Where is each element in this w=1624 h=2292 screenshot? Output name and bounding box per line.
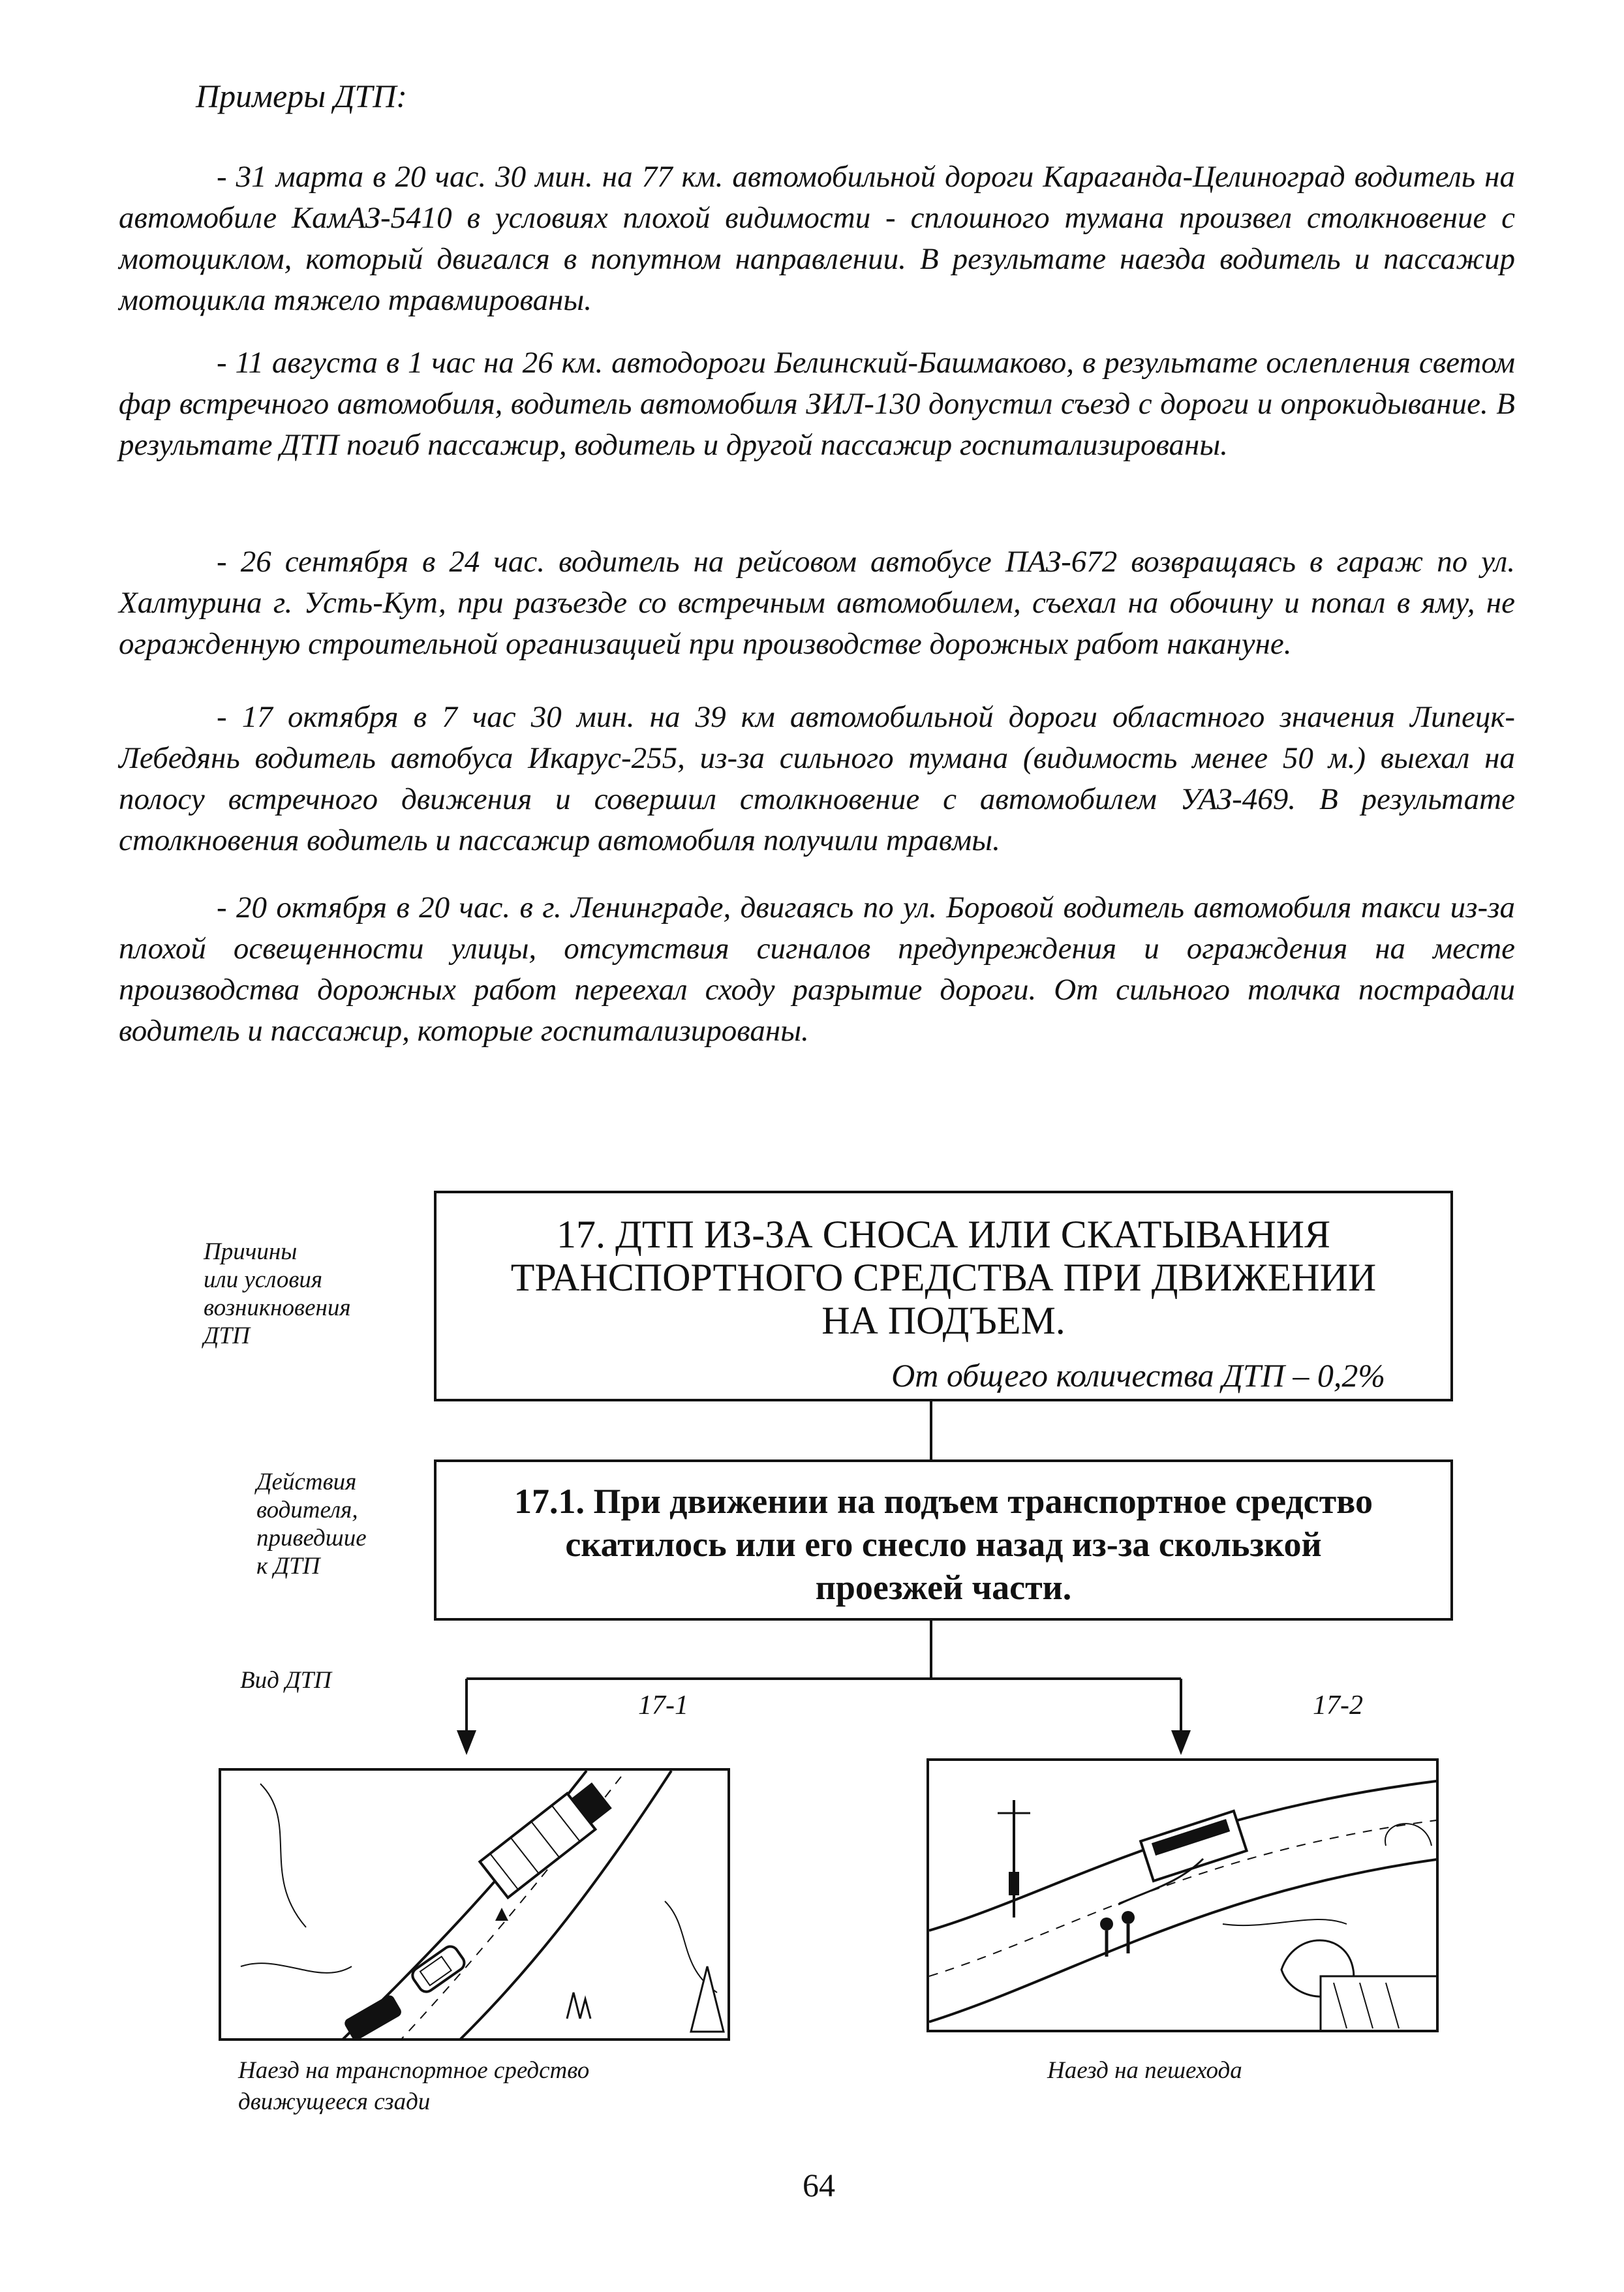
examples-heading: Примеры ДТП: <box>196 78 407 114</box>
accident-share: От общего количества ДТП – 0,2% <box>891 1357 1385 1394</box>
side-label-driver-actions: Действия водителя, приведшие к ДТП <box>256 1469 367 1580</box>
example-paragraph-1: - 31 марта в 20 час. 30 мин. на 77 км. автомобильной дороги Караганда-Целиноград водитель на автомобиле КамАЗ-5410 в условиях плохой видимости - сплошного тумана произвел столкновение с мотоциклом, который двигался в попутном направлении. В результате наезда водитель и пассажир мотоцикла тяжело травмированы. <box>119 160 1515 317</box>
driver-action-text: 17.1. При движении на подъем транспортное средство скатилось или его снесло назад из-за скользкой проезжей части. <box>514 1482 1373 1607</box>
example-paragraph-4: - 17 октября в 7 час 30 мин. на 39 км автомобильной дороги областного значения Липецк-Лебедянь водитель автобуса Икарус-255, из-за сильного тумана (видимость менее 50 м.) выехал на полосу встречного движения и совершил столкновение с автомобилем УАЗ-469. В результате столкновения водитель и пассажир автомобиля получили травмы. <box>119 700 1515 857</box>
example-paragraph-3: - 26 сентября в 24 час. водитель на рейсовом автобусе ПАЗ-672 возвращаясь в гараж по ул. Халтурина г. Усть-Кут, при разъезде со встречным автомобилем, съехал на обочину и попал в яму, не огражденную строительной организацией при производстве дорожных работ накануне. <box>119 545 1515 661</box>
figure-label-17-1: 17-1 <box>638 1690 688 1720</box>
figure-caption-17-2: Наезд на пешехода <box>1047 2057 1242 2084</box>
side-label-accident-type: Вид ДТП <box>240 1667 331 1694</box>
figure-caption-17-1: Наезд на транспортное средство движущееся сзади <box>238 2057 590 2115</box>
page-number: 64 <box>803 2167 835 2203</box>
figure-pedestrian-collision <box>927 1758 1439 2032</box>
figure-label-17-2: 17-2 <box>1313 1690 1363 1720</box>
example-paragraph-5: - 20 октября в 20 час. в г. Ленинграде, двигаясь по ул. Боровой водитель автомобиля такси из-за плохой освещенности улицы, отсутствия сигналов предупреждения и ограждения на месте производства дорожных работ переехал сходу разрытие дороги. От сильного толчка пострадали водитель и пассажир, которые госпитализированы. <box>119 891 1515 1048</box>
accident-category-title: 17. ДТП ИЗ-ЗА СНОСА ИЛИ СКАТЫВАНИЯ ТРАНСПОРТНОГО СРЕДСТВА ПРИ ДВИЖЕНИИ НА ПОДЪЕМ. <box>510 1213 1377 1342</box>
figure-vehicle-collision <box>219 1768 730 2041</box>
side-label-causes: Причины или условия возникновения ДТП <box>204 1238 351 1349</box>
example-paragraph-2: - 11 августа в 1 час на 26 км. автодороги Белинский-Башмаково, в результате ослепления светом фар встречного автомобиля, водитель автомобиля ЗИЛ-130 допустил съезд с дороги и опрокидывание. В результате ДТП погиб пассажир, водитель и другой пассажир госпитализированы. <box>119 346 1515 462</box>
